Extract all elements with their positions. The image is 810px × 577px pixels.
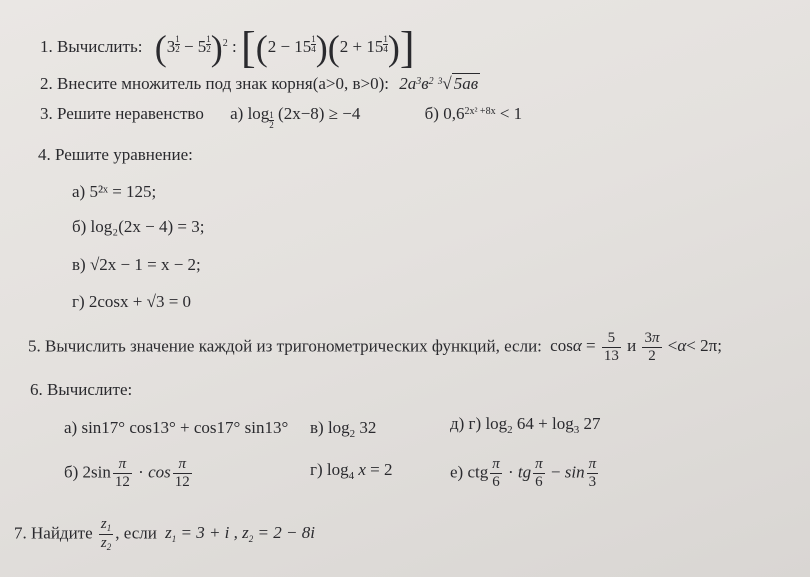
task-3-b-base: $0,6^{2x^2 +8x}$ <box>443 104 496 123</box>
task-2-text: 2. Внесите множитель под знак корня(а>0, в>0): <box>40 74 389 93</box>
task-7-fraction: $\frac{z_1}{z_2}$ <box>100 516 112 553</box>
task-3-a-expr: (2x−8) ≥ −4 <box>278 104 361 123</box>
task-6-item-a: а) sin17° cos13° + cos17° sin13° <box>64 418 289 437</box>
task-3 <box>40 104 523 130</box>
task-7 <box>14 516 315 553</box>
task-2-expression: $2a^3в^2$ $^3$√ 5ав <box>399 74 479 93</box>
task-1-label: 1. Вычислить: <box>40 36 143 56</box>
task-3-a-log: log $_{\frac{1}{2}}$ <box>247 104 274 130</box>
task-6-item-g: г) $\log_4 x = 2$ <box>310 460 393 482</box>
task-6-item-d: д) г) $\log_2 64 + \log_3 27$ <box>450 414 601 436</box>
task-4-item-b: б) log₂(2x − 4) = 3; <box>72 217 205 236</box>
task-7-values: z1 = 3 + i , z2 = 2 − 8i <box>165 523 315 544</box>
task-5-condition: cosα = $\frac{5}{13}$ и $\frac{3\pi}{2}$ <α< 2π; <box>550 330 722 364</box>
task-3-b-expr: < 1 <box>499 104 523 123</box>
task-7-rest: , если <box>115 523 157 543</box>
task-2 <box>40 74 480 94</box>
task-7-label: 7. Найдите <box>14 523 93 543</box>
task-6-label: 6. Вычислите: <box>30 380 133 399</box>
task-5-label: 5. Вычислить значение каждой из тригонометрических функций, если: <box>28 336 542 356</box>
task-4-label: 4. Решите уравнение: <box>38 145 193 164</box>
task-1-expression: (3 $^{\frac{1}{2}}$ − 5 $^{\frac{1}{2}}$)$^2$ : [(2 − 15 $^{\frac{1}{4}}$)(2 + 15 $^{\frac{1}{4}}$)] <box>154 23 415 72</box>
task-1 <box>40 23 415 72</box>
task-6-item-v: в) $\log_2 32$ <box>310 418 377 440</box>
task-6-item-b: б) 2sin $\frac{\pi}{12}$ · cos $\frac{\pi}{12}$ <box>64 456 190 490</box>
task-6-item-e: е) ctg $\frac{\pi}{6}$ · tg $\frac{\pi}{6}$ − sin $\frac{\pi}{3}$ <box>450 456 597 490</box>
task-4-item-c: в) √2x − 1 = x − 2; <box>72 255 201 274</box>
task-3-label: 3. Решите неравенство <box>40 104 204 123</box>
task-3-b-label: б) <box>424 104 439 123</box>
task-3-a-label: а) <box>230 104 244 123</box>
task-4-item-d: г) 2cosx + √3 = 0 <box>72 292 192 311</box>
task-4-item-a: а) 5²ˣ = 125; <box>72 182 157 201</box>
task-5 <box>28 330 722 365</box>
